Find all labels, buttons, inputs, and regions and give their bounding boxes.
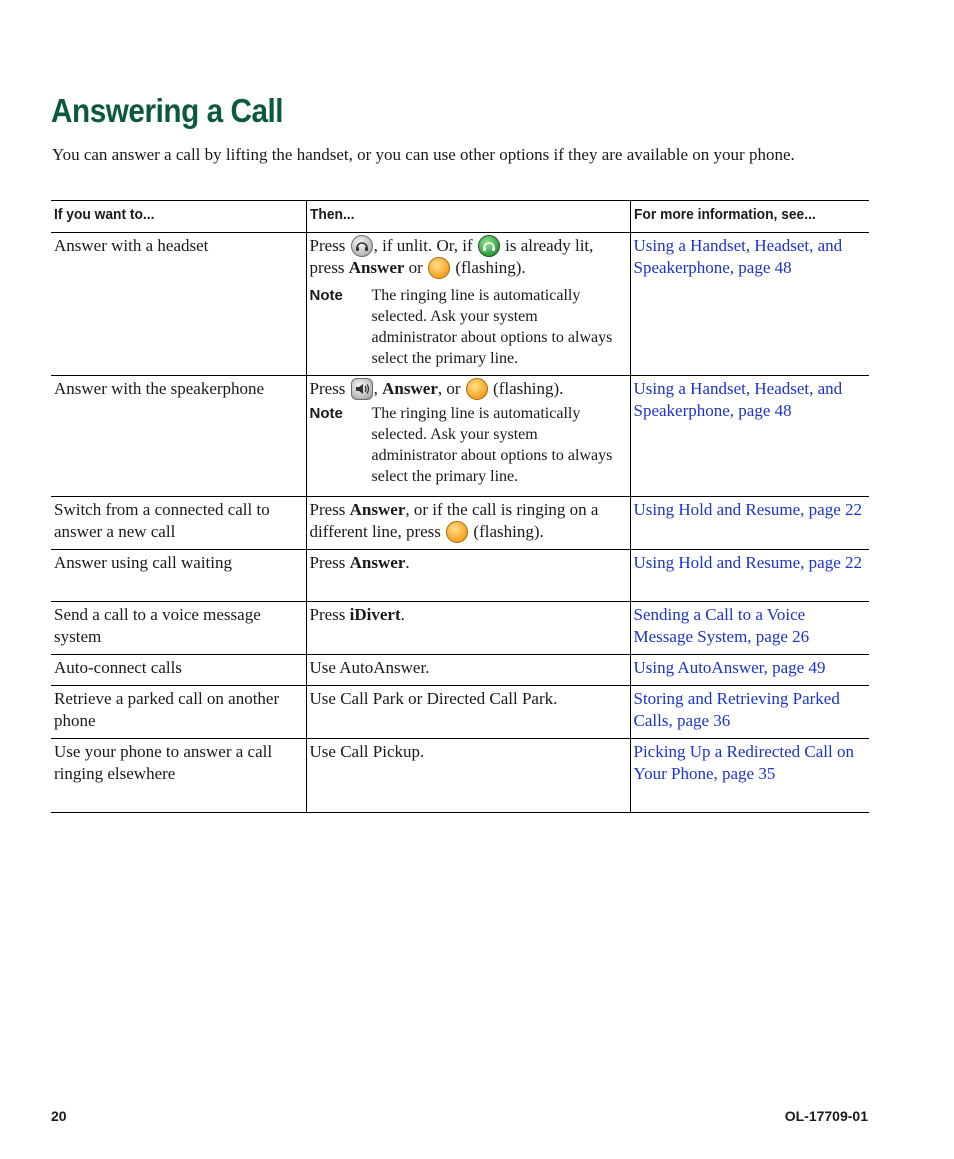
note-label: Note bbox=[309, 405, 343, 422]
want-cell: Auto-connect calls bbox=[51, 655, 306, 686]
link-redirected-call[interactable]: Picking Up a Redirected Call on Your Phone, page 35 bbox=[633, 742, 854, 783]
page-number: 20 bbox=[51, 1108, 67, 1124]
want-cell: Use your phone to answer a call ringing elsewhere bbox=[51, 739, 306, 813]
intro-paragraph: You can answer a call by lifting the handset, or you can use other options if they are available on your phone. bbox=[52, 145, 795, 164]
info-cell bbox=[630, 739, 869, 813]
note-text: The ringing line is automatically selected. Ask your system administrator about options to always select the primary line. bbox=[371, 405, 613, 485]
table-row bbox=[51, 655, 869, 686]
header-then: Then... bbox=[306, 201, 630, 233]
headset-lit-icon bbox=[478, 235, 500, 257]
then-cell: Use AutoAnswer. bbox=[306, 655, 630, 686]
table-row bbox=[51, 550, 869, 602]
speaker-icon bbox=[351, 378, 373, 400]
info-cell bbox=[630, 550, 869, 602]
want-cell: Answer using call waiting bbox=[51, 550, 306, 602]
table-row bbox=[51, 602, 869, 655]
header-if-you-want: If you want to... bbox=[51, 201, 306, 233]
link-hold-resume[interactable]: Using Hold and Resume, page 22 bbox=[633, 500, 863, 519]
then-text: Press , if unlit. Or, if is already lit, press Answer or (flashing). bbox=[309, 236, 594, 277]
table-row bbox=[51, 233, 869, 376]
info-cell bbox=[630, 497, 869, 550]
info-cell bbox=[630, 376, 869, 497]
link-autoanswer[interactable]: Using AutoAnswer, page 49 bbox=[633, 658, 826, 677]
line-button-amber-icon bbox=[446, 521, 468, 543]
info-cell bbox=[630, 686, 869, 739]
want-cell: Answer with a headset bbox=[51, 233, 306, 376]
table-row bbox=[51, 686, 869, 739]
want-cell: Answer with the speakerphone bbox=[51, 376, 306, 497]
doc-id: OL-17709-01 bbox=[784, 1108, 868, 1124]
then-cell bbox=[306, 233, 630, 376]
table-row bbox=[51, 739, 869, 813]
line-button-amber-icon bbox=[428, 257, 450, 279]
headset-icon bbox=[351, 235, 373, 257]
answer-options-table bbox=[51, 200, 869, 813]
want-cell: Retrieve a parked call on another phone bbox=[51, 686, 306, 739]
info-cell bbox=[630, 233, 869, 376]
then-text: Press , Answer, or (flashing). bbox=[309, 379, 564, 398]
note-label: Note bbox=[309, 287, 343, 304]
info-cell bbox=[630, 655, 869, 686]
note-text: The ringing line is automatically selected. Ask your system administrator about options to always select the primary line. bbox=[371, 287, 613, 367]
info-cell bbox=[630, 602, 869, 655]
link-parked-calls[interactable]: Storing and Retrieving Parked Calls, page 36 bbox=[633, 689, 840, 730]
link-voice-message[interactable]: Sending a Call to a Voice Message System, page 26 bbox=[633, 605, 810, 646]
line-button-amber-icon bbox=[466, 378, 488, 400]
table-row bbox=[51, 376, 869, 497]
then-cell: Use Call Park or Directed Call Park. bbox=[306, 686, 630, 739]
header-more-info: For more information, see... bbox=[630, 201, 869, 233]
then-cell: Press Answer. bbox=[306, 550, 630, 602]
link-handset-headset-speakerphone[interactable]: Using a Handset, Headset, and Speakerphone, page 48 bbox=[633, 236, 843, 277]
then-cell: Use Call Pickup. bbox=[306, 739, 630, 813]
want-cell: Send a call to a voice message system bbox=[51, 602, 306, 655]
table-header-row bbox=[51, 201, 869, 233]
want-cell: Switch from a connected call to answer a new call bbox=[51, 497, 306, 550]
link-hold-resume[interactable]: Using Hold and Resume, page 22 bbox=[633, 553, 863, 572]
then-cell bbox=[306, 376, 630, 497]
note bbox=[310, 403, 627, 487]
then-cell: Press iDivert. bbox=[306, 602, 630, 655]
table-row bbox=[51, 497, 869, 550]
note bbox=[310, 285, 627, 369]
then-cell: Press Answer, or if the call is ringing on a different line, press (flashing). bbox=[306, 497, 630, 550]
page-title: Answering a Call bbox=[51, 92, 284, 129]
link-handset-headset-speakerphone[interactable]: Using a Handset, Headset, and Speakerphone, page 48 bbox=[633, 379, 843, 420]
